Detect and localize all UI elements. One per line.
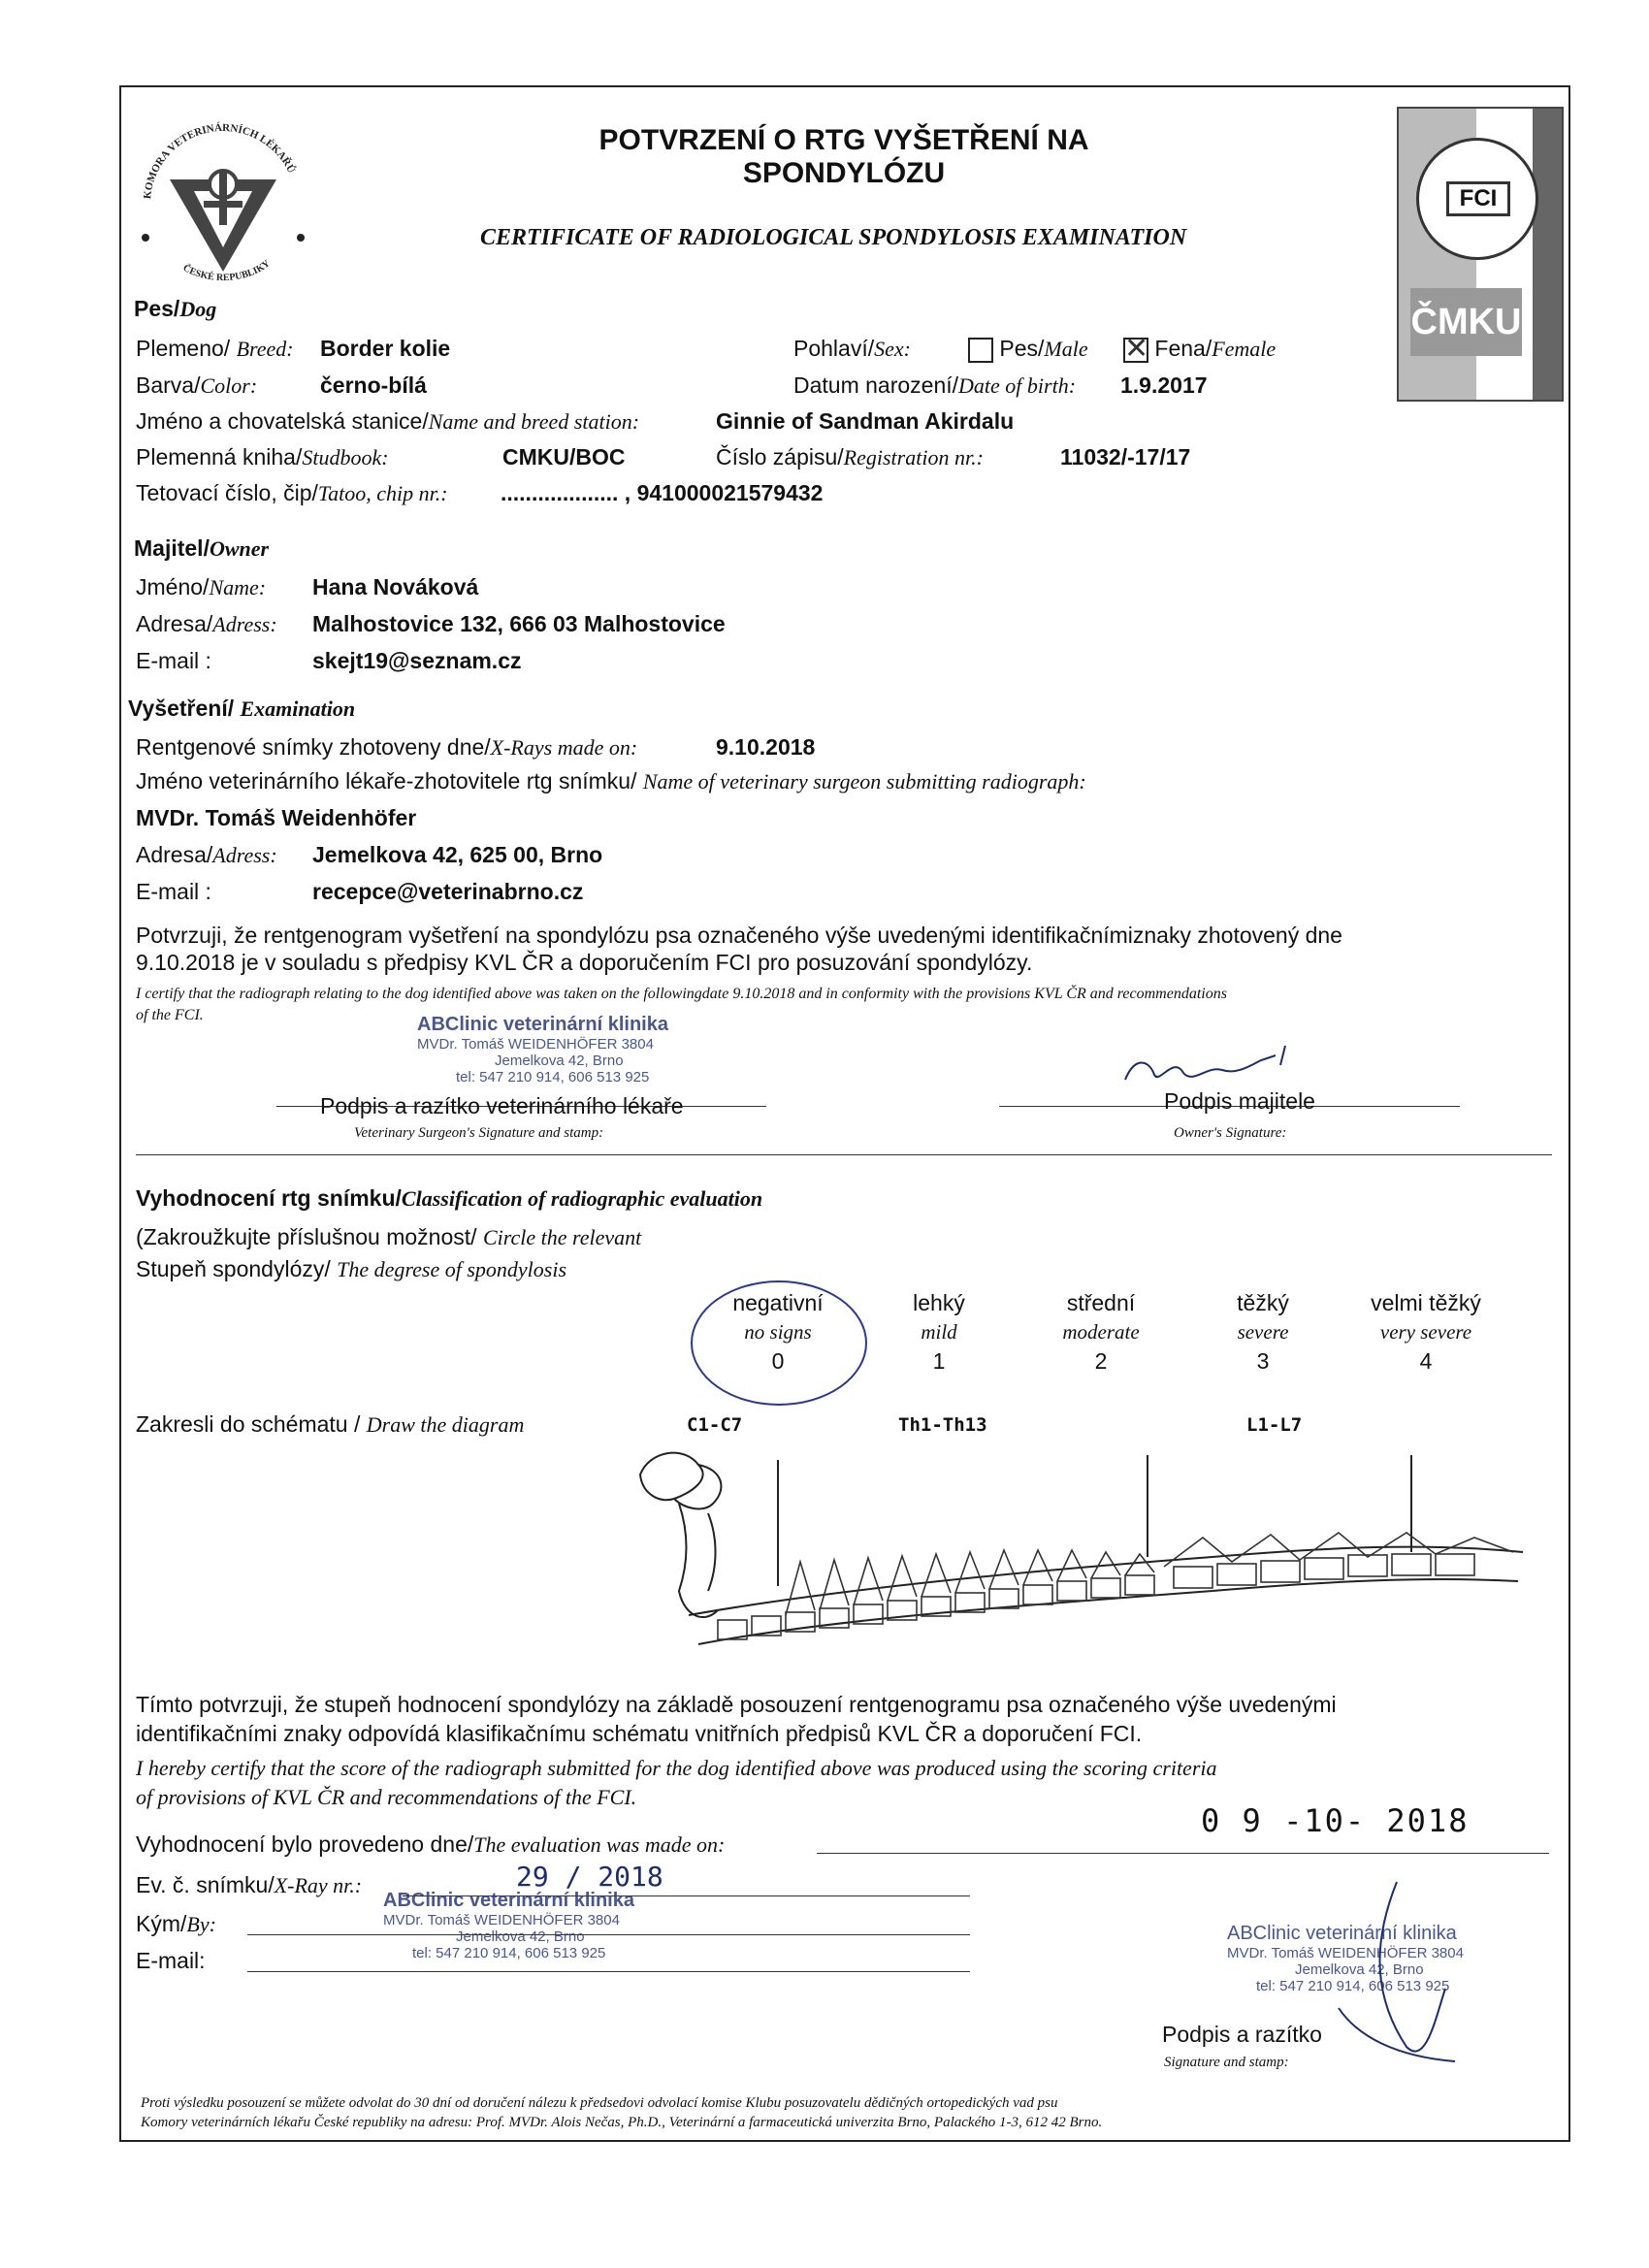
vet-email-value: recepce@veterinabrno.cz: [312, 879, 584, 904]
xray-date-label: Rentgenové snímky zhotoveny dne/X-Rays made on:: [136, 734, 638, 760]
vet-signature-label-en: Veterinary Surgeon's Signature and stamp:: [354, 1125, 604, 1141]
evaluator-signature-label-en: Signature and stamp:: [1164, 2055, 1289, 2070]
studbook-label: Plemenná kniha/Studbook:: [136, 444, 389, 470]
svg-text:ČESKÉ REPUBLIKY: ČESKÉ REPUBLIKY: [180, 258, 273, 284]
svg-text:KOMORA VETERINÁRNÍCH LÉKAŘŮ: KOMORA VETERINÁRNÍCH LÉKAŘŮ: [142, 121, 298, 200]
fci-cmku-logo: [1397, 107, 1564, 402]
exam-section-title: Vyšetření/ Examination: [128, 696, 356, 721]
cmku-label: ČMKU: [1410, 288, 1522, 356]
dog-name-label: Jméno a chovatelská stanice/Name and breed station:: [136, 408, 640, 434]
vet-stamp: ABClinic veterinární klinika MVDr. Tomáš WEIDENHÖFER 3804 Jemelkova 42, Brno tel: 547 210 914, 606 513 925: [417, 1014, 668, 1085]
evaluator-signature-scribble: [1300, 1872, 1474, 2076]
owner-email-value: skejt19@seznam.cz: [312, 648, 522, 673]
owner-signature-label-en: Owner's Signature:: [1174, 1125, 1287, 1141]
diagram-label-lumbar: L1-L7: [1246, 1414, 1303, 1436]
vet-address-label: Adresa/Adress:: [136, 842, 277, 867]
grade-3[interactable]: těžký severe 3: [1237, 1290, 1289, 1374]
classification-title: Vyhodnocení rtg snímku/Classification of radiographic evaluation: [136, 1185, 763, 1211]
title-line-2: SPONDYLÓZU: [742, 157, 946, 189]
section-divider: [136, 1154, 1552, 1155]
color-value: černo-bílá: [320, 373, 427, 398]
eval-email-label: E-mail:: [136, 1948, 206, 1973]
by-label: Kým/By:: [136, 1911, 216, 1936]
exam-confirmation-en: I certify that the radiograph relating to the dog identified above was taken on the followingdate 9.10.2018 and in conformity with the provisions KVL ČR and recommendations of the FCI.: [136, 986, 1227, 1023]
evaluator-stamp-right: ABClinic veterinární klinika MVDr. Tomáš WEIDENHÖFER 3804 Jemelkova 42, Brno tel: 547 210 914, 606 513 925: [1227, 1923, 1464, 1994]
kvl-logo: [131, 112, 315, 286]
fci-label: FCI: [1446, 181, 1510, 216]
vet-email-label: E-mail :: [136, 879, 211, 904]
birth-label: Datum narození/Date of birth:: [793, 373, 1077, 398]
breed-label: Plemeno/ Breed:: [136, 336, 294, 361]
spine-diagram: [630, 1445, 1533, 1678]
document-subtitle: CERTIFICATE OF RADIOLOGICAL SPONDYLOSIS EXAMINATION: [480, 225, 1187, 250]
grade-0[interactable]: negativní no signs 0: [732, 1290, 824, 1374]
vet-signature-label: Podpis a razítko veterinárního lékaře: [320, 1093, 684, 1118]
studbook-value: CMKU/BOC: [502, 444, 626, 470]
grade-4[interactable]: velmi těžký very severe 4: [1371, 1290, 1481, 1374]
exam-confirmation-cz: Potvrzuji, že rentgenogram vyšetření na spondylózu psa označeného výše uvedenými identifikačnímiznaky zhotovený dne 9.10.2018 je v souladu s předpisy KVL ČR a doporučením FCI pro posuzování spondylózy.: [136, 923, 1342, 975]
xray-number-label: Ev. č. snímku/X-Ray nr.:: [136, 1872, 363, 1897]
color-label: Barva/Color:: [136, 373, 258, 398]
dog-section-title: Pes/Dog: [134, 296, 217, 321]
title-line-1: POTVRZENÍ O RTG VYŠETŘENÍ NA: [598, 124, 1089, 156]
chip-value: ................... , 941000021579432: [501, 480, 824, 505]
owner-address-value: Malhostovice 132, 666 03 Malhostovice: [312, 611, 726, 636]
document-title: [504, 124, 1183, 190]
male-checkbox[interactable]: [968, 338, 993, 363]
female-checkbox[interactable]: [1123, 338, 1148, 363]
vet-address-value: Jemelkova 42, 625 00, Brno: [312, 842, 603, 867]
certify-text-en: I hereby certify that the score of the radiograph submitted for the dog identified above was produced using the scoring criteria of provisions of KVL ČR and recommendations of the FCI.: [136, 1756, 1217, 1809]
sex-label: Pohlaví/Sex:: [793, 336, 911, 361]
evaluator-signature-label: Podpis a razítko: [1162, 2022, 1322, 2047]
evaluation-date-line: [817, 1853, 1549, 1854]
diagram-label-thoracic: Th1-Th13: [898, 1414, 987, 1436]
owner-name-label: Jméno/Name:: [136, 574, 267, 599]
breed-value: Border kolie: [320, 336, 451, 361]
evaluation-date-value: 0 9 -10- 2018: [1201, 1802, 1470, 1839]
dog-name-value: Ginnie of Sandman Akirdalu: [716, 408, 1015, 434]
fci-emblem: [1416, 138, 1538, 260]
evaluation-date-label: Vyhodnocení bylo provedeno dne/The evaluation was made on:: [136, 1831, 726, 1857]
owner-signature-scribble: [1116, 1036, 1319, 1094]
vet-name-label: Jméno veterinárního lékaře-zhotovitele rtg snímku/ Name of veterinary surgeon submitting radiograph:: [136, 768, 1086, 794]
eval-email-line: [247, 1971, 970, 1972]
owner-section-title: Majitel/Owner: [134, 535, 270, 561]
registration-value: 11032/-17/17: [1060, 444, 1191, 470]
vet-name-value: MVDr. Tomáš Weidenhöfer: [136, 805, 417, 830]
grade-1[interactable]: lehký mild 1: [913, 1290, 965, 1374]
birth-value: 1.9.2017: [1120, 373, 1208, 398]
owner-signature-label: Podpis majitele: [1164, 1088, 1315, 1114]
circle-instruction: (Zakroužkujte příslušnou možnost/ Circle the relevant: [136, 1224, 642, 1249]
diagram-label-cervical: C1-C7: [687, 1414, 743, 1436]
grade-2[interactable]: střední moderate 2: [1062, 1290, 1140, 1374]
sex-male-option[interactable]: Pes/Male: [968, 336, 1088, 363]
owner-email-label: E-mail :: [136, 648, 211, 673]
diagram-label: Zakresli do schématu / Draw the diagram: [136, 1411, 525, 1437]
owner-address-label: Adresa/Adress:: [136, 611, 277, 636]
registration-label: Číslo zápisu/Registration nr.:: [716, 444, 984, 470]
degree-label: Stupeň spondylózy/ The degrese of spondylosis: [136, 1256, 567, 1281]
xray-number-value: 29 / 2018: [516, 1861, 663, 1893]
evaluator-stamp-left: ABClinic veterinární klinika MVDr. Tomáš WEIDENHÖFER 3804 Jemelkova 42, Brno tel: 547 210 914, 606 513 925: [383, 1890, 634, 1961]
xray-date-value: 9.10.2018: [716, 734, 816, 760]
chip-label: Tetovací číslo, čip/Tatoo, chip nr.:: [136, 480, 448, 505]
certify-text-cz: Tímto potvrzuji, že stupeň hodnocení spondylózy na základě posouzení rentgenogramu psa označeného výše uvedenými identifikačními znaky odpovídá klasifikačnímu schématu vnitřních předpisů KVL ČR a doporučení FCI.: [136, 1692, 1337, 1746]
owner-name-value: Hana Nováková: [312, 574, 479, 599]
appeal-footer: Proti výsledku posouzení se můžete odvolat do 30 dní od doručení nálezu k předsedovi odvolací komise Klubu posuzovatelu dědičných ortopedických vad psu Komory veterinárních lékařu České republiky na adresu: Prof. MVDr. Alois Nečas, Ph.D., Veterinární a farmaceutická univerzita Brno, Palackého 1-3, 612 42 Brno.: [141, 2095, 1103, 2130]
sex-female-option[interactable]: ✕ Fena/Female: [1123, 336, 1276, 363]
